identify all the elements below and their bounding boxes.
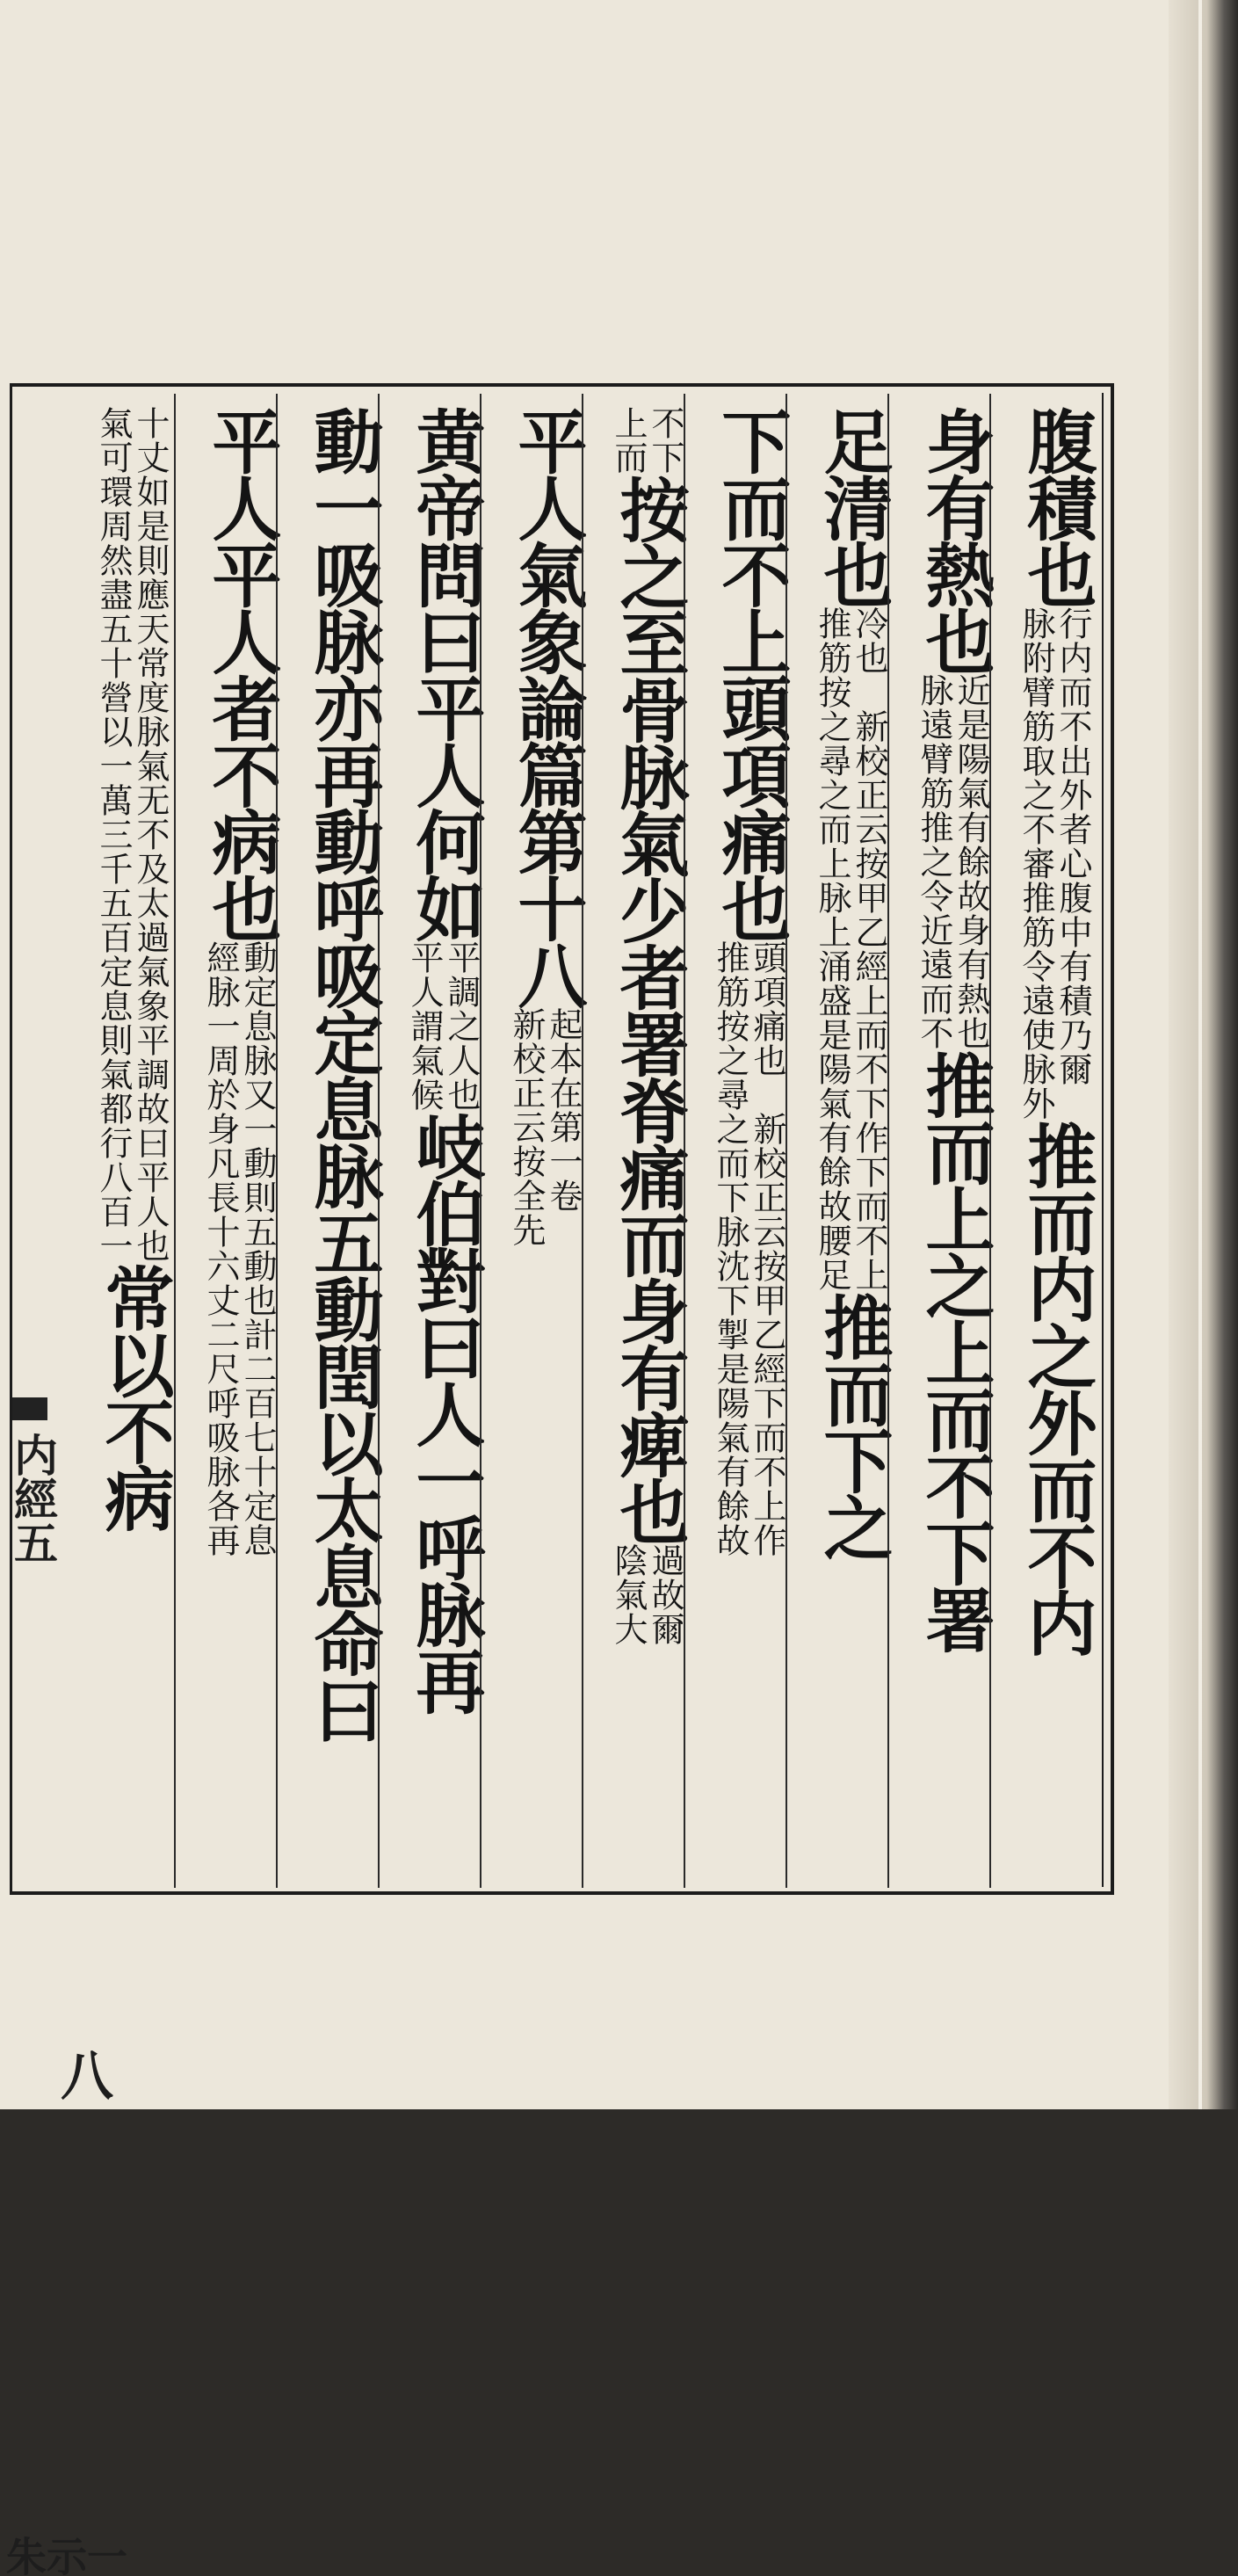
column-rule: [786, 394, 787, 1888]
annotation-line: 過故爾: [646, 1543, 684, 1646]
main-text: 黄帝問曰平人何如: [404, 406, 486, 940]
main-text: 身有熱也: [914, 406, 995, 673]
text-column: [891, 406, 995, 1651]
annotation-note: [610, 406, 684, 475]
book-spine: [1169, 0, 1238, 2109]
text-column: [381, 406, 486, 1713]
page-edge: [1198, 0, 1202, 2109]
text-column: [279, 406, 384, 1742]
text-column: [789, 406, 894, 1559]
text-column: [687, 406, 792, 1557]
annotation-line: 不下: [646, 406, 684, 475]
annotation-line: 冷也 新校正云按甲乙經上而不下作下而不上: [850, 606, 888, 1292]
text-column: [177, 406, 282, 1557]
annotation-line: 氣可環周然盡五十營以一萬三千五百定息則氣都行八百一: [94, 406, 133, 1263]
main-text: 足清也: [812, 406, 894, 606]
main-text: 平人平人者不病也: [200, 406, 282, 940]
annotation-line: 新校正云按全先: [507, 1007, 546, 1247]
column-rule: [174, 394, 176, 1888]
column-rule: [378, 394, 380, 1888]
main-text: 腹積也: [1016, 406, 1097, 606]
column-rule: [887, 394, 889, 1888]
annotation-line: 動定息脉又一動則五動也計二百七十定息: [238, 940, 277, 1557]
text-column: [70, 406, 175, 1530]
annotation-line: 脉遠臂筋推之令近遠而不: [915, 673, 953, 1050]
annotation-note: [508, 1007, 582, 1247]
fold-page-number: 八: [52, 2048, 113, 2101]
annotation-note: [202, 940, 276, 1557]
text-column: [483, 406, 588, 1247]
column-rule: [684, 394, 685, 1888]
column-rule: [480, 394, 481, 1888]
main-text: 推而下之: [812, 1292, 894, 1559]
annotation-line: 起本在第一卷: [544, 1007, 583, 1213]
text-column: [993, 406, 1097, 1655]
main-text: 推而上之上而不下署: [914, 1050, 995, 1651]
annotation-line: 上而: [609, 406, 648, 475]
annotation-note: [814, 606, 887, 1292]
annotation-line: 行内而不出外者心腹中有積乃爾: [1053, 606, 1092, 1086]
annotation-line: 推筋按之尋之而上脉上涌盛是陽氣有餘故腰足: [813, 606, 851, 1292]
annotation-line: 陰氣大: [609, 1543, 648, 1646]
main-text: 按之至骨脉氣少者署脊痛而身有痺也: [608, 475, 690, 1543]
main-text: 岐伯對曰人一呼脉再: [404, 1112, 486, 1713]
main-text: 常以不病: [93, 1263, 175, 1530]
main-text: 下而不上頭項痛也: [710, 406, 792, 940]
annotation-note: [916, 673, 989, 1050]
annotation-note: [1017, 606, 1091, 1121]
main-text: 動一吸脉亦再動呼吸定息脉五動閏以太息命曰: [302, 406, 384, 1742]
annotation-line: 平人謂氣候: [405, 940, 444, 1112]
main-text: 平人氣象論篇第十八: [506, 406, 588, 1007]
annotation-line: 近是陽氣有餘故身有熱也: [952, 673, 990, 1050]
annotation-note: [610, 1543, 684, 1646]
annotation-line: 十丈如是則應天常度脉氣无不及太過氣象平調故曰平人也: [131, 406, 170, 1263]
text-column: [585, 406, 690, 1646]
column-rule: [989, 394, 991, 1888]
annotation-line: 脉附臂筋取之不審推筋令遠使脉外: [1017, 606, 1055, 1121]
column-rule: [582, 394, 583, 1888]
annotation-note: [406, 940, 480, 1112]
annotation-line: 平調之人也: [442, 940, 481, 1112]
annotation-note: [712, 940, 786, 1557]
annotation-line: 頭項痛也 新校正云按甲乙經下而不上作: [748, 940, 786, 1557]
annotation-line: 經脉一周於身凡長十六丈二尺呼吸脉各再: [201, 940, 240, 1557]
fold-title: 内經五: [7, 1433, 59, 1564]
column-rule: [276, 394, 278, 1888]
annotation-note: [95, 406, 169, 1263]
annotation-line: 推筋按之尋之而下脉沈下掣是陽氣有餘故: [711, 940, 749, 1557]
fold-bottom-text: 一示朱: [0, 2536, 128, 2576]
main-text: 推而内之外而不内: [1016, 1121, 1097, 1655]
